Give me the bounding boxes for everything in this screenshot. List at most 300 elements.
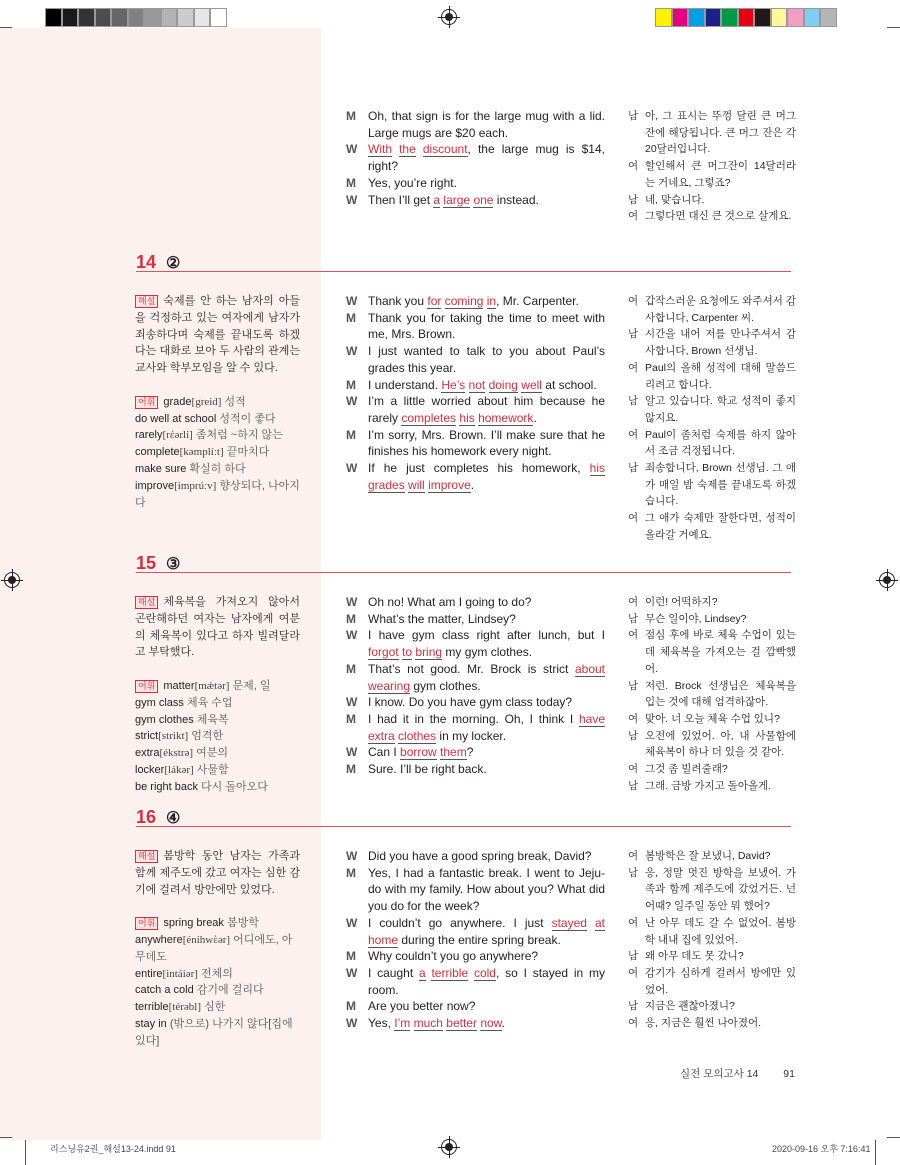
dialogue-line: [346, 377, 605, 394]
vocab-list: [135, 678, 300, 796]
vocab-meaning: 확실히 하다: [189, 462, 246, 475]
section-header: [136, 553, 791, 573]
color-registration-bar: [655, 8, 837, 27]
translation-text: Paul이 좀처럼 숙제를 하지 않아서 조금 걱정됩니다.: [645, 428, 796, 458]
slug-date: 2020-09-16 오후 7:16:41: [772, 1144, 871, 1154]
speaker-label: 여: [628, 295, 639, 307]
translation-line: [628, 865, 796, 915]
dialogue-text: [368, 998, 605, 1015]
speaker-label: 여: [628, 512, 639, 525]
dialogue-fragment: [416, 142, 423, 156]
translation: [628, 293, 796, 544]
translation-line: [628, 158, 796, 191]
speaker-label: W: [346, 695, 358, 710]
registration-swatch: [804, 8, 821, 27]
vocab-pronunciation: [kəmplíːt]: [179, 446, 224, 459]
translation-text: 저런. Brock 선생님은 체육복을 입는 것에 대해 엄격하잖아.: [645, 679, 796, 709]
dialogue-line: [346, 108, 605, 141]
dialogue-fragment: gym clothes.: [410, 678, 481, 693]
gray-registration-bar: [45, 8, 227, 27]
translation-text: 갑작스러운 요청에도 와주셔서 감사합니다, Carpenter 씨.: [645, 295, 796, 324]
dialogue-text: [368, 948, 605, 965]
dialogue-text: [368, 141, 605, 174]
speaker-label: 남: [628, 462, 639, 475]
vocab-item: [135, 915, 300, 932]
dialogue-line: [346, 865, 605, 915]
vocab-meaning: 향상되다, 나아지다: [135, 479, 300, 509]
vocab-word: extra: [135, 747, 160, 760]
vocab-word: spring break: [163, 917, 224, 930]
answer-keyword: stayed: [551, 915, 587, 930]
translation-text: 점심 후에 바로 체육 수업이 있는데 체육복을 가져오는 걸 깜빡했어.: [645, 629, 796, 675]
page-number: 91: [783, 1068, 795, 1080]
answer-keyword: large: [443, 192, 471, 207]
vocab-item: [135, 394, 300, 411]
speaker-label: 남: [628, 328, 639, 341]
dialogue-fragment: during the entire spring break.: [398, 932, 561, 947]
translation-text: 왜 아무 데도 못 갔니?: [645, 950, 744, 963]
translation-text: 지금은 괜찮아졌니?: [645, 1000, 735, 1013]
answer-keyword: at: [594, 915, 605, 930]
registration-swatch: [771, 8, 788, 27]
dialogue-fragment: in my locker.: [436, 728, 507, 743]
dialogue-fragment: instead.: [493, 192, 539, 207]
dialogue-fragment: Are you better now?: [368, 999, 476, 1014]
answer-keyword: completes: [401, 410, 457, 425]
speaker-label: W: [346, 192, 358, 207]
vocab-word: improve: [135, 479, 175, 492]
translation-text: 이런! 어떡하지?: [645, 596, 718, 608]
vocab-word: complete: [135, 446, 180, 459]
registration-swatch: [738, 8, 755, 27]
speaker-label: 여: [628, 712, 639, 725]
dialogue-fragment: Did you have a good spring break, David?: [368, 849, 592, 863]
speaker-label: 여: [628, 916, 639, 929]
answer-keyword: borrow: [400, 745, 437, 760]
vocab-meaning: 사물함: [196, 763, 229, 776]
translation-line: [628, 393, 796, 426]
answer-keyword: to: [402, 645, 413, 660]
vocab-list: [135, 394, 300, 512]
translation-text: 죄송합니다, Brown 선생님. 그 애가 매일 밤 숙제를 끝내도록 하겠습니다.: [645, 462, 796, 508]
speaker-label: 남: [628, 395, 639, 408]
vocab-pronunciation: [rέərli]: [162, 429, 193, 442]
dialogue-text: [368, 694, 605, 711]
answer-keyword: for: [427, 294, 442, 308]
vocab-item: [135, 932, 300, 966]
translation-text: 그것 좀 빌려줄래?: [645, 763, 728, 776]
registration-swatch: [688, 8, 705, 27]
vocab-meaning: 다시 돌아오다: [201, 780, 268, 793]
answer-keyword: bring: [415, 645, 443, 660]
vocab-word: anywhere: [135, 933, 183, 946]
vocab-word: be right back: [135, 780, 198, 793]
vocab-word: locker: [135, 763, 165, 776]
dialogue-fragment: I understand.: [368, 377, 442, 392]
section-header: [136, 252, 791, 272]
answer-keyword: clothes: [398, 728, 437, 743]
speaker-label: M: [346, 427, 356, 442]
answer-keyword: With: [368, 142, 392, 157]
vocab-meaning: 체육복: [196, 713, 229, 726]
explanation-text: 체육복을 가져오지 않아서 곤란해하던 여자는 남자에게 여분의 체육복이 있다고 하자 빌려달라고 부탁했다.: [135, 596, 300, 659]
registration-target-icon: [441, 9, 457, 25]
explanation-column: [135, 848, 300, 1050]
speaker-label: M: [346, 611, 356, 626]
vocab-word: gym class: [135, 696, 184, 709]
answer-keyword: home: [368, 932, 399, 947]
dialogue-line: [346, 192, 605, 209]
vocab-meaning: 체육 수업: [186, 696, 233, 709]
translation-line: [628, 360, 796, 393]
translation-text: 할인해서 큰 머그잔이 14달러라는 거네요, 그렇죠?: [645, 160, 796, 189]
crop-mark: [875, 1140, 876, 1165]
dialogue-fragment: I had it in the morning. Oh, I think I: [368, 711, 579, 726]
vocab-item: [135, 1016, 300, 1050]
answer-keyword: much: [413, 1016, 443, 1031]
dialogue-fragment: , so I stayed in my room.: [368, 965, 606, 997]
speaker-label: W: [346, 461, 358, 476]
dialogue-text: [368, 377, 605, 394]
registration-swatch: [754, 8, 771, 27]
vocab-item: [135, 999, 300, 1016]
vocab-item: [135, 478, 300, 512]
dialogue-text: [368, 611, 605, 628]
page-footer: [680, 1066, 795, 1081]
translation-line: [628, 427, 796, 460]
speaker-label: W: [346, 628, 358, 643]
dialogue-line: [346, 1015, 605, 1032]
answer-choice: ④: [166, 810, 181, 827]
vocab-pronunciation: [énihwὲər]: [182, 933, 231, 946]
crop-mark: [0, 27, 12, 28]
vocab-word: grade: [163, 395, 192, 408]
speaker-label: 여: [628, 966, 639, 979]
translation-line: [628, 848, 796, 865]
dialogue-line: [346, 761, 605, 778]
translation-continued: [628, 108, 796, 225]
vocab-item: [135, 728, 300, 745]
translation-line: [628, 192, 796, 209]
dialogue-line: [346, 744, 605, 761]
translation-line: [628, 998, 796, 1015]
question-number: 16: [136, 807, 157, 827]
speaker-label: M: [346, 762, 356, 777]
vocab-list: [135, 915, 300, 1049]
vocab-pronunciation: [lákər]: [164, 763, 194, 776]
answer-keyword: his: [589, 461, 605, 476]
dialogue-line: [346, 611, 605, 628]
speaker-label: 남: [628, 193, 639, 206]
speaker-label: M: [346, 377, 356, 392]
dialogue-fragment: Yes, I had a fantastic break. I went to Jeju-do with my family. How about you? What did you do for the week?: [368, 865, 605, 914]
speaker-label: W: [346, 294, 358, 308]
registration-swatch: [78, 8, 95, 27]
registration-swatch: [820, 8, 837, 27]
vocab-word: rarely: [135, 429, 163, 442]
vocab-word: make sure: [135, 462, 187, 475]
speaker-label: 남: [628, 1000, 639, 1013]
dialogue-line: [346, 848, 605, 865]
vocab-item: [135, 678, 300, 695]
dialogue-text: [368, 293, 605, 310]
answer-keyword: a: [433, 192, 441, 207]
explanation-badge: 해설: [135, 850, 158, 863]
dialogue-fragment: Sure. I’ll be right back.: [368, 762, 487, 777]
answer-keyword: a: [418, 965, 426, 980]
vocab-meaning: 어디에도, 아무데도: [135, 933, 293, 963]
vocab-pronunciation: [intáiər]: [162, 967, 198, 980]
translation-text: 그래. 금방 가지고 돌아올게.: [645, 779, 772, 792]
translation-line: [628, 594, 796, 611]
dialogue-fragment: Can I: [368, 745, 401, 760]
answer-keyword: now: [480, 1016, 502, 1031]
dialogue-fragment: ?: [466, 745, 474, 760]
translation-line: [628, 915, 796, 948]
answer-keyword: homework: [478, 410, 534, 425]
speaker-label: 남: [628, 110, 639, 122]
answer-keyword: the: [399, 142, 416, 157]
dialogue-line: [346, 393, 605, 426]
dialogue-fragment: If he just completes his homework,: [368, 461, 590, 476]
dialogue-fragment: I just wanted to talk to you about Paul’s grades this year.: [368, 344, 605, 375]
answer-keyword: not: [468, 377, 486, 392]
registration-swatch: [721, 8, 738, 27]
explanation-badge: 해설: [135, 596, 158, 609]
registration-swatch: [210, 8, 227, 27]
vocab-item: [135, 461, 300, 478]
speaker-label: 여: [628, 160, 639, 173]
dialogue-line: [346, 998, 605, 1015]
section-header: [136, 807, 791, 827]
dialogue-text: [368, 1015, 605, 1032]
dialogue-fragment: [587, 916, 595, 930]
dialogue-fragment: , Mr. Carpenter.: [496, 294, 579, 308]
speaker-label: 남: [628, 950, 639, 963]
vocab-badge: 어휘: [135, 917, 158, 930]
dialogue-fragment: I couldn’t go anywhere. I just: [368, 915, 552, 930]
dialogue-fragment: , the large mug is $14, right?: [368, 142, 605, 174]
registration-swatch: [194, 8, 211, 27]
answer-keyword: cold: [473, 965, 496, 980]
translation-line: [628, 510, 796, 543]
dialogue-fragment: I have gym class right after lunch, but I: [368, 628, 605, 643]
answer-keyword: better: [446, 1016, 477, 1031]
dialogue-line: [346, 948, 605, 965]
translation-text: 무슨 일이야, Lindsey?: [645, 612, 747, 625]
dialogue-fragment: I’m sorry, Mrs. Brown. I’ll make sure that he finishes his homework every night.: [368, 427, 605, 459]
dialogue-text: [368, 865, 605, 915]
dialogue-fragment: Yes, you’re right.: [368, 175, 457, 190]
vocab-word: terrible: [135, 1001, 169, 1014]
explanation-badge: 해설: [135, 295, 158, 308]
dialogue-text: [368, 460, 605, 493]
vocab-pronunciation: [ékstrə]: [159, 747, 194, 760]
explanation-column: [135, 293, 300, 511]
dialogue-text: [368, 594, 605, 611]
dialogue-line: [346, 711, 605, 744]
registration-swatch: [705, 8, 722, 27]
vocab-pronunciation: [mǽtər]: [194, 679, 230, 692]
vocab-item: [135, 695, 300, 712]
vocab-meaning: 문제, 일: [232, 679, 271, 692]
dialogue: [346, 293, 605, 493]
dialogue-line: [346, 627, 605, 660]
answer-keyword: will: [408, 477, 425, 492]
translation-line: [628, 293, 796, 326]
vocab-item: [135, 745, 300, 762]
dialogue-line: [346, 141, 605, 174]
speaker-label: M: [346, 999, 356, 1014]
dialogue-fragment: my gym clothes.: [442, 645, 533, 660]
vocab-word: gym clothes: [135, 713, 194, 726]
crop-mark: [0, 1137, 12, 1138]
dialogue-line: [346, 694, 605, 711]
dialogue-line: [346, 915, 605, 948]
translation-text: 응, 지금은 훨씬 나아졌어.: [645, 1017, 762, 1030]
vocab-word: stay in: [135, 1017, 167, 1030]
vocab-meaning: 좀처럼 ~하지 않는: [195, 429, 283, 442]
translation-line: [628, 965, 796, 998]
vocab-item: [135, 411, 300, 428]
question-number: 14: [136, 252, 157, 272]
vocab-badge: 어휘: [135, 396, 158, 409]
dialogue-text: [368, 192, 605, 209]
explanation-text: 봄방학 동안 남자는 가족과 함께 제주도에 갔고 여자는 심한 감기에 걸려서 방안에만 있었다.: [135, 850, 300, 896]
registration-swatch: [161, 8, 178, 27]
speaker-label: 여: [628, 850, 639, 862]
dialogue-line: [346, 343, 605, 376]
explanation: [135, 293, 300, 377]
dialogue-fragment: Oh no! What am I going to do?: [368, 595, 532, 609]
dialogue-text: [368, 175, 605, 192]
vocab-pronunciation: [greid]: [191, 395, 222, 408]
speaker-label: W: [346, 394, 358, 409]
answer-choice: ③: [166, 556, 181, 573]
speaker-label: 남: [628, 866, 639, 879]
registration-swatch: [144, 8, 161, 27]
speaker-label: W: [346, 915, 358, 930]
translation-text: 맞아. 너 오늘 체육 수업 있니?: [645, 712, 780, 725]
dialogue-continued: [346, 108, 605, 208]
dialogue-fragment: .: [533, 410, 537, 425]
dialogue-text: [368, 965, 605, 998]
answer-keyword: one: [473, 192, 494, 207]
dialogue-text: [368, 848, 605, 865]
translation-text: 시간을 내어 저를 만나주셔서 감사합니다, Brown 선생님.: [645, 328, 796, 358]
vocab-meaning: 끝마치다: [226, 446, 270, 459]
translation-text: 네, 맞습니다.: [645, 193, 705, 206]
slug-file: 리스닝유2권_해설13-24.indd 91: [50, 1144, 176, 1154]
vocab-meaning: 성적이 좋다: [219, 412, 276, 425]
answer-keyword: coming: [444, 294, 484, 308]
translation-text: Paul의 올해 성적에 대해 말씀드리려고 합니다.: [645, 361, 796, 391]
vocab-word: matter: [163, 679, 195, 692]
dialogue-line: [346, 175, 605, 192]
translation-line: [628, 778, 796, 795]
speaker-label: 여: [628, 763, 639, 776]
translation-text: 난 아무 데도 갈 수 없었어. 봄방학 내내 집에 있었어.: [645, 916, 796, 946]
dialogue-text: [368, 744, 605, 761]
speaker-label: 남: [628, 729, 639, 742]
speaker-label: W: [346, 745, 358, 760]
vocab-meaning: 감기에 걸리다: [196, 984, 264, 997]
translation-line: [628, 678, 796, 711]
vocab-pronunciation: [strikt]: [158, 730, 189, 743]
answer-keyword: discount: [422, 142, 468, 157]
translation-text: 그 애가 숙제만 잘한다면, 성적이 올라갈 거예요.: [645, 512, 796, 541]
answer-keyword: grades: [368, 477, 405, 492]
translation-line: [628, 728, 796, 761]
crop-mark: [887, 1137, 900, 1138]
registration-swatch: [45, 8, 62, 27]
answer-keyword: terrible: [431, 965, 469, 980]
answer-keyword: I’m: [394, 1016, 411, 1031]
vocab-word: catch a cold: [135, 984, 194, 997]
vocab-item: [135, 427, 300, 444]
translation-line: [628, 611, 796, 628]
question-number: 15: [136, 553, 157, 573]
translation-text: 응, 정말 멋진 방학을 보냈어. 가족과 함께 제주도에 갔었거든. 넌 어때? 일주일 동안 뭐 했어?: [645, 866, 796, 913]
vocab-meaning: (밖으로) 나가지 않다[집에 있다]: [135, 1017, 293, 1047]
answer-keyword: doing: [488, 377, 518, 392]
vocab-pronunciation: [térəbl]: [168, 1001, 201, 1014]
registration-swatch: [672, 8, 689, 27]
dialogue-line: [346, 427, 605, 460]
vocab-meaning: 심한: [204, 1001, 226, 1014]
speaker-label: M: [346, 865, 356, 880]
answer-keyword: forgot: [368, 645, 399, 660]
dialogue-fragment: I’m a little worried about him because he rarely: [368, 394, 605, 425]
dialogue-text: [368, 393, 605, 426]
translation-text: 아, 그 표시는 뚜껑 달린 큰 머그잔에 해당됩니다. 큰 머그 잔은 각 20달러입니다.: [645, 110, 796, 156]
translation-line: [628, 460, 796, 510]
registration-swatch: [787, 8, 804, 27]
answer-keyword: them: [440, 745, 467, 760]
footer-section: 실전 모의고사 14: [680, 1068, 759, 1080]
speaker-label: M: [346, 310, 356, 325]
dialogue-fragment: .: [501, 1016, 506, 1031]
dialogue-line: [346, 661, 605, 694]
speaker-label: 여: [628, 428, 639, 441]
dialogue-text: [368, 310, 605, 343]
translation-line: [628, 108, 796, 158]
answer-keyword: extra: [368, 728, 395, 743]
speaker-label: W: [346, 849, 358, 863]
dialogue-fragment: What’s the matter, Lindsey?: [368, 611, 516, 626]
registration-target-icon: [441, 1139, 457, 1155]
registration-swatch: [128, 8, 145, 27]
translation-line: [628, 761, 796, 778]
speaker-label: M: [346, 711, 356, 726]
speaker-label: W: [346, 1016, 358, 1031]
dialogue-text: [368, 661, 605, 694]
speaker-label: W: [346, 344, 358, 359]
registration-swatch: [111, 8, 128, 27]
translation: [628, 594, 796, 794]
translation-line: [628, 1015, 796, 1032]
vocab-badge: 어휘: [135, 680, 158, 693]
vocab-item: [135, 762, 300, 779]
translation-text: 알고 있습니다. 학교 성적이 좋지 않지요.: [645, 395, 796, 424]
translation-line: [628, 326, 796, 359]
speaker-label: 여: [628, 629, 639, 642]
translation-text: 그렇다면 대신 큰 것으로 살게요.: [645, 210, 792, 223]
registration-swatch: [655, 8, 672, 27]
speaker-label: W: [346, 595, 358, 609]
speaker-label: M: [346, 109, 356, 123]
dialogue-fragment: I caught: [368, 965, 419, 980]
